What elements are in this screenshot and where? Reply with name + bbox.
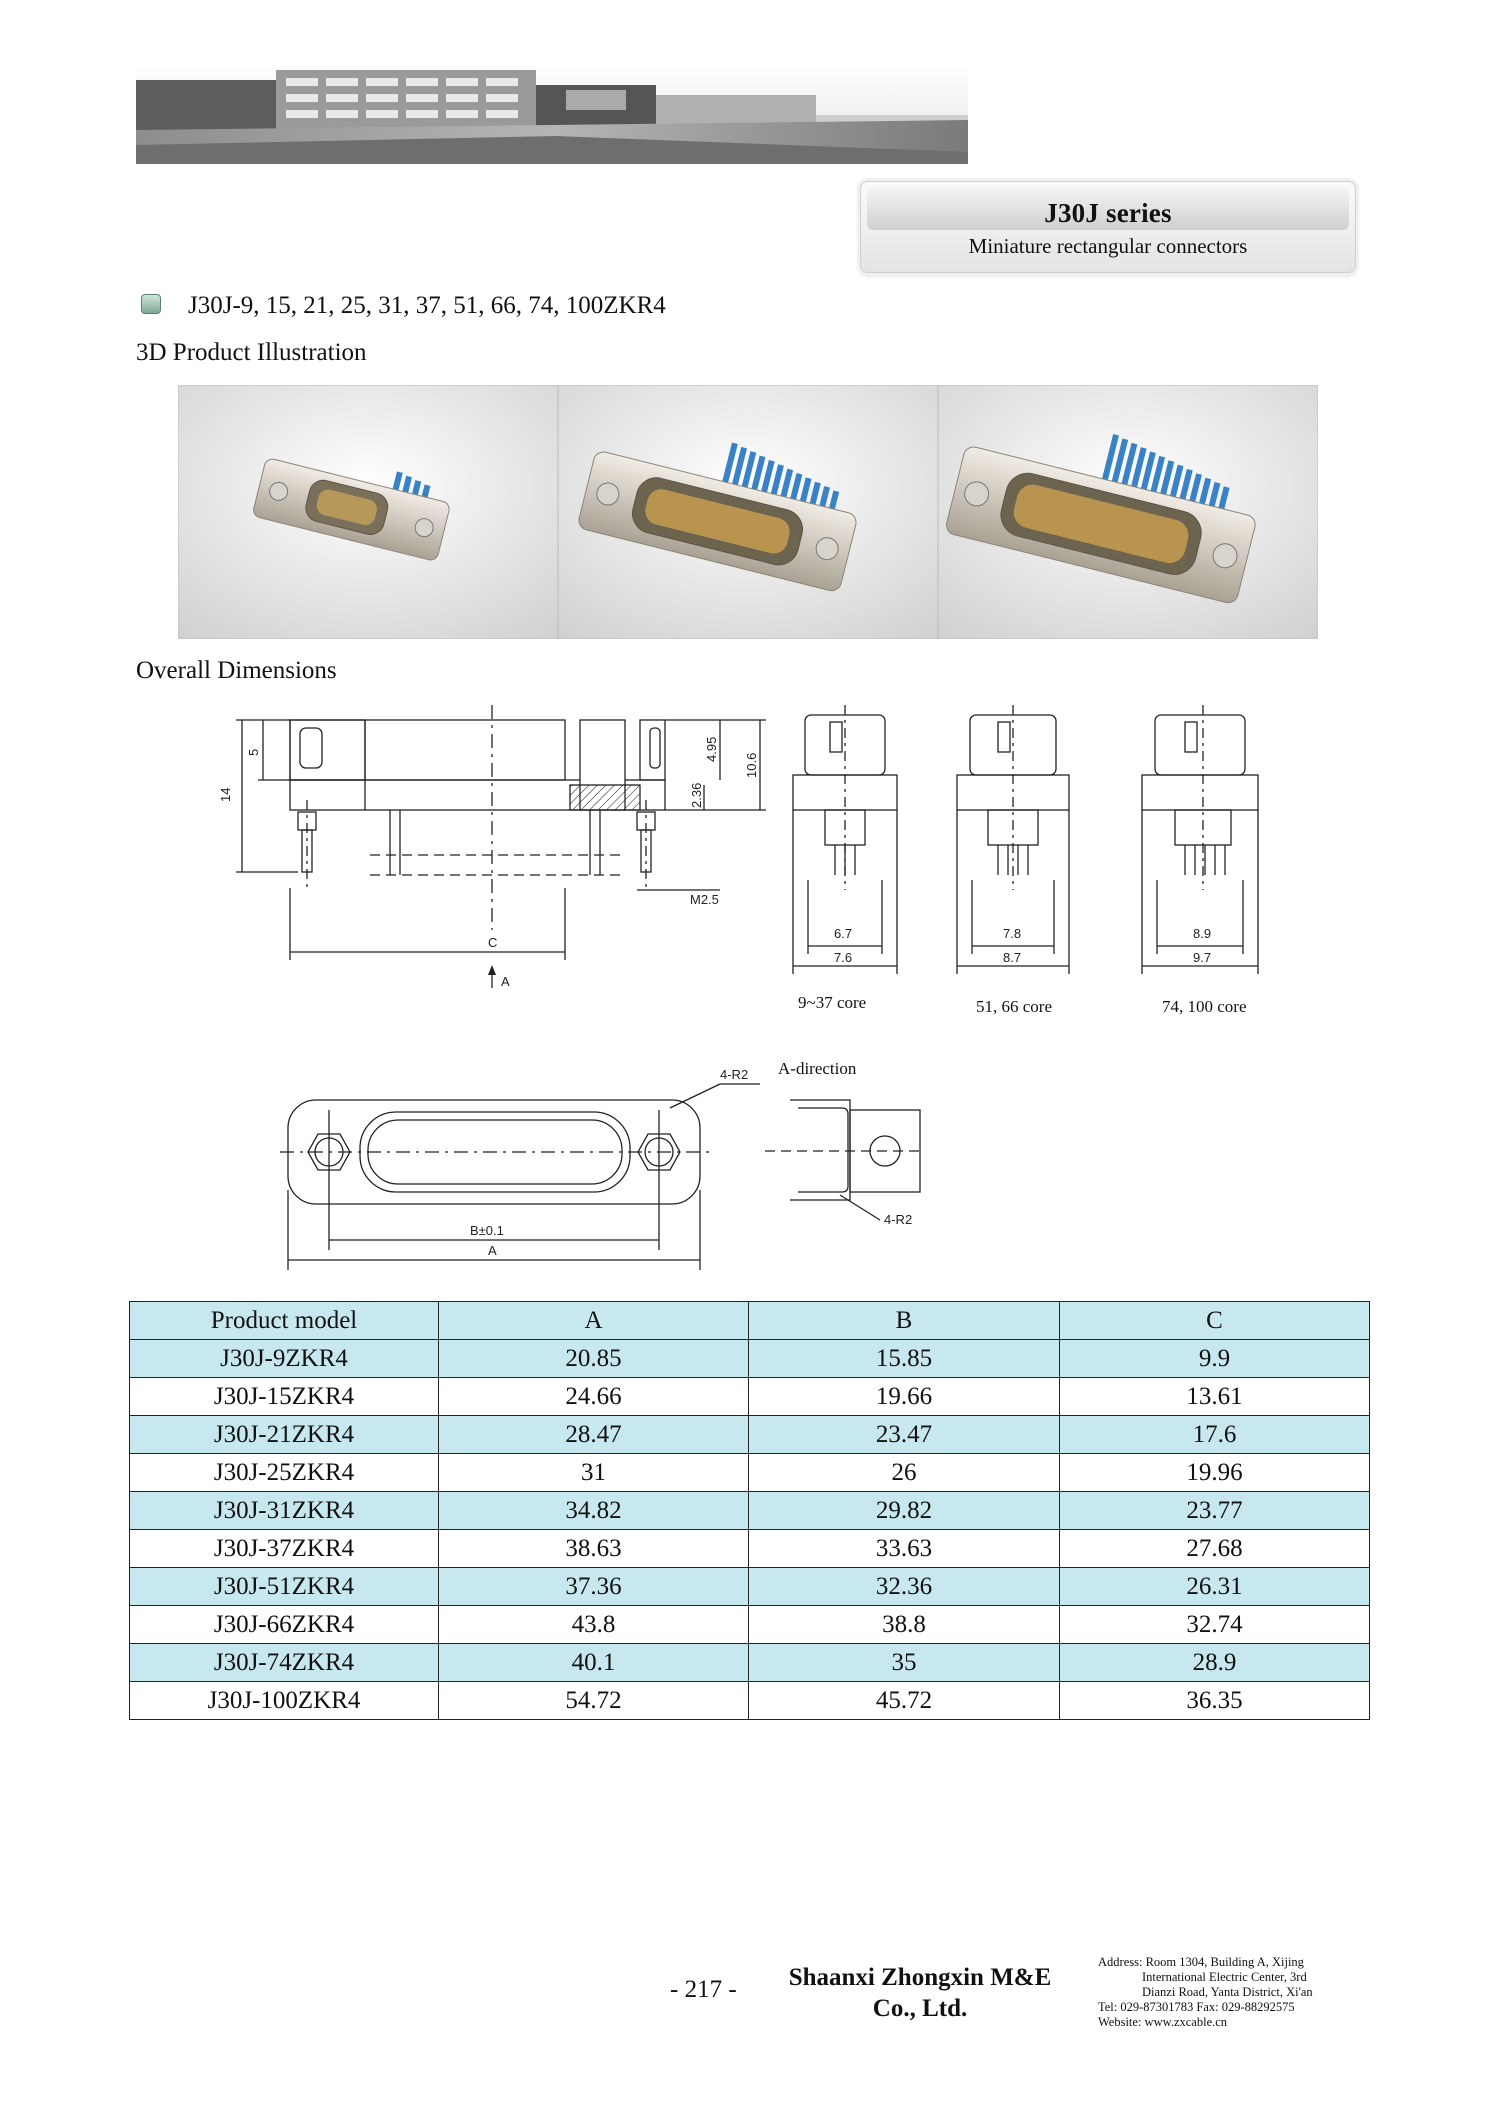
svg-text:10.6: 10.6 (744, 752, 759, 778)
svg-text:A: A (488, 1243, 497, 1258)
dimension-drawing (200, 690, 1300, 1290)
table-row (130, 1454, 1370, 1492)
svg-text:4-R2: 4-R2 (720, 1067, 749, 1082)
end-view-9-37-core (793, 705, 897, 1012)
photo-100-core (938, 385, 1318, 639)
svg-text:M2.5: M2.5 (690, 892, 719, 907)
svg-text:8.7: 8.7 (1003, 950, 1022, 965)
table-cell: J30J-66ZKR4 (130, 1606, 439, 1644)
table-cell: 38.8 (749, 1606, 1060, 1644)
a-direction-view (765, 1059, 925, 1227)
svg-text:A-direction: A-direction (778, 1059, 857, 1078)
table-cell: 36.35 (1060, 1682, 1370, 1720)
table-cell: 54.72 (439, 1682, 749, 1720)
table-row (130, 1530, 1370, 1568)
table-cell: 15.85 (749, 1340, 1060, 1378)
table-cell: J30J-51ZKR4 (130, 1568, 439, 1606)
page-number: - 217 - (670, 1976, 737, 2003)
header-banner-image (136, 60, 968, 164)
table-cell: 13.61 (1060, 1378, 1370, 1416)
table-cell: 35 (749, 1644, 1060, 1682)
company-name-line2: Co., Ltd. (872, 1995, 968, 2022)
table-cell: 29.82 (749, 1492, 1060, 1530)
table-cell: 32.36 (749, 1568, 1060, 1606)
svg-text:5: 5 (246, 748, 261, 756)
table-row (130, 1682, 1370, 1720)
table-cell: 40.1 (439, 1644, 749, 1682)
svg-text:51, 66 core: 51, 66 core (976, 997, 1053, 1016)
photo-51-core (558, 385, 938, 639)
table-cell: 33.63 (749, 1530, 1060, 1568)
table-cell: 28.47 (439, 1416, 749, 1454)
svg-text:B±0.1: B±0.1 (470, 1223, 504, 1238)
table-cell: 31 (439, 1454, 749, 1492)
table-cell: J30J-25ZKR4 (130, 1454, 439, 1492)
section-title-dimensions: Overall Dimensions (136, 657, 337, 684)
table-header-cell: Product model (130, 1302, 439, 1340)
svg-text:C: C (488, 935, 498, 950)
table-row (130, 1606, 1370, 1644)
address-line: International Electric Center, 3rd (1142, 1970, 1307, 1984)
svg-text:9~37 core: 9~37 core (798, 993, 867, 1012)
table-cell: 32.74 (1060, 1606, 1370, 1644)
front-view (280, 1067, 760, 1270)
table-cell: J30J-9ZKR4 (130, 1340, 439, 1378)
table-row (130, 1378, 1370, 1416)
website-line: Website: www.zxcable.cn (1098, 2015, 1228, 2029)
table-cell: 38.63 (439, 1530, 749, 1568)
table-header-cell: B (749, 1302, 1060, 1340)
svg-text:9.7: 9.7 (1193, 950, 1212, 965)
end-view-74-100-core (1142, 705, 1258, 1016)
svg-text:4-R2: 4-R2 (884, 1212, 913, 1227)
table-cell: J30J-15ZKR4 (130, 1378, 439, 1416)
section-title-illustration: 3D Product Illustration (136, 339, 367, 366)
table-cell: 27.68 (1060, 1530, 1370, 1568)
table-header-cell: A (439, 1302, 749, 1340)
table-row (130, 1644, 1370, 1682)
table-cell: 26 (749, 1454, 1060, 1492)
svg-text:4.95: 4.95 (704, 736, 719, 762)
svg-text:A: A (501, 974, 510, 989)
table-cell: 37.36 (439, 1568, 749, 1606)
address-line: Address: Room 1304, Building A, Xijing (1098, 1955, 1304, 1969)
table-cell: 24.66 (439, 1378, 749, 1416)
product-photos (178, 385, 1318, 639)
end-view-51-66-core (957, 705, 1069, 1016)
bullet-icon (141, 294, 161, 314)
table-cell: 28.9 (1060, 1644, 1370, 1682)
table-cell: J30J-21ZKR4 (130, 1416, 439, 1454)
series-title: J30J series (1044, 198, 1172, 228)
table-cell: 20.85 (439, 1340, 749, 1378)
company-name-line1: Shaanxi Zhongxin M&E (788, 1964, 1052, 1991)
table-cell: 45.72 (749, 1682, 1060, 1720)
company-name (770, 1962, 1070, 2024)
side-view (218, 705, 766, 989)
table-header-cell: C (1060, 1302, 1370, 1340)
table-cell: J30J-100ZKR4 (130, 1682, 439, 1720)
address-line: Dianzi Road, Yanta District, Xi'an (1142, 1985, 1313, 1999)
svg-text:2.36: 2.36 (689, 782, 704, 808)
svg-text:6.7: 6.7 (834, 926, 853, 941)
table-cell: 26.31 (1060, 1568, 1370, 1606)
series-header-box (860, 181, 1356, 273)
series-subtitle: Miniature rectangular connectors (968, 234, 1248, 258)
dimensions-table (129, 1301, 1370, 1720)
table-cell: 9.9 (1060, 1340, 1370, 1378)
svg-text:14: 14 (218, 787, 233, 802)
table-cell: 34.82 (439, 1492, 749, 1530)
model-list: J30J-9, 15, 21, 25, 31, 37, 51, 66, 74, 100ZKR4 (188, 292, 666, 319)
svg-text:74, 100 core: 74, 100 core (1162, 997, 1247, 1016)
table-cell: J30J-37ZKR4 (130, 1530, 439, 1568)
contact-line: Tel: 029-87301783 Fax: 029-88292575 (1098, 2000, 1295, 2014)
photo-9-core (178, 385, 558, 639)
svg-text:8.9: 8.9 (1193, 926, 1212, 941)
table-cell: 19.66 (749, 1378, 1060, 1416)
table-cell: J30J-31ZKR4 (130, 1492, 439, 1530)
svg-text:7.8: 7.8 (1003, 926, 1022, 941)
table-cell: 17.6 (1060, 1416, 1370, 1454)
company-address (1098, 1955, 1338, 2030)
table-row (130, 1340, 1370, 1378)
table-cell: 23.47 (749, 1416, 1060, 1454)
table-cell: 43.8 (439, 1606, 749, 1644)
table-cell: J30J-74ZKR4 (130, 1644, 439, 1682)
table-row (130, 1568, 1370, 1606)
table-cell: 23.77 (1060, 1492, 1370, 1530)
svg-text:7.6: 7.6 (834, 950, 853, 965)
table-row (130, 1492, 1370, 1530)
table-header-row (130, 1302, 1370, 1340)
table-cell: 19.96 (1060, 1454, 1370, 1492)
table-row (130, 1416, 1370, 1454)
